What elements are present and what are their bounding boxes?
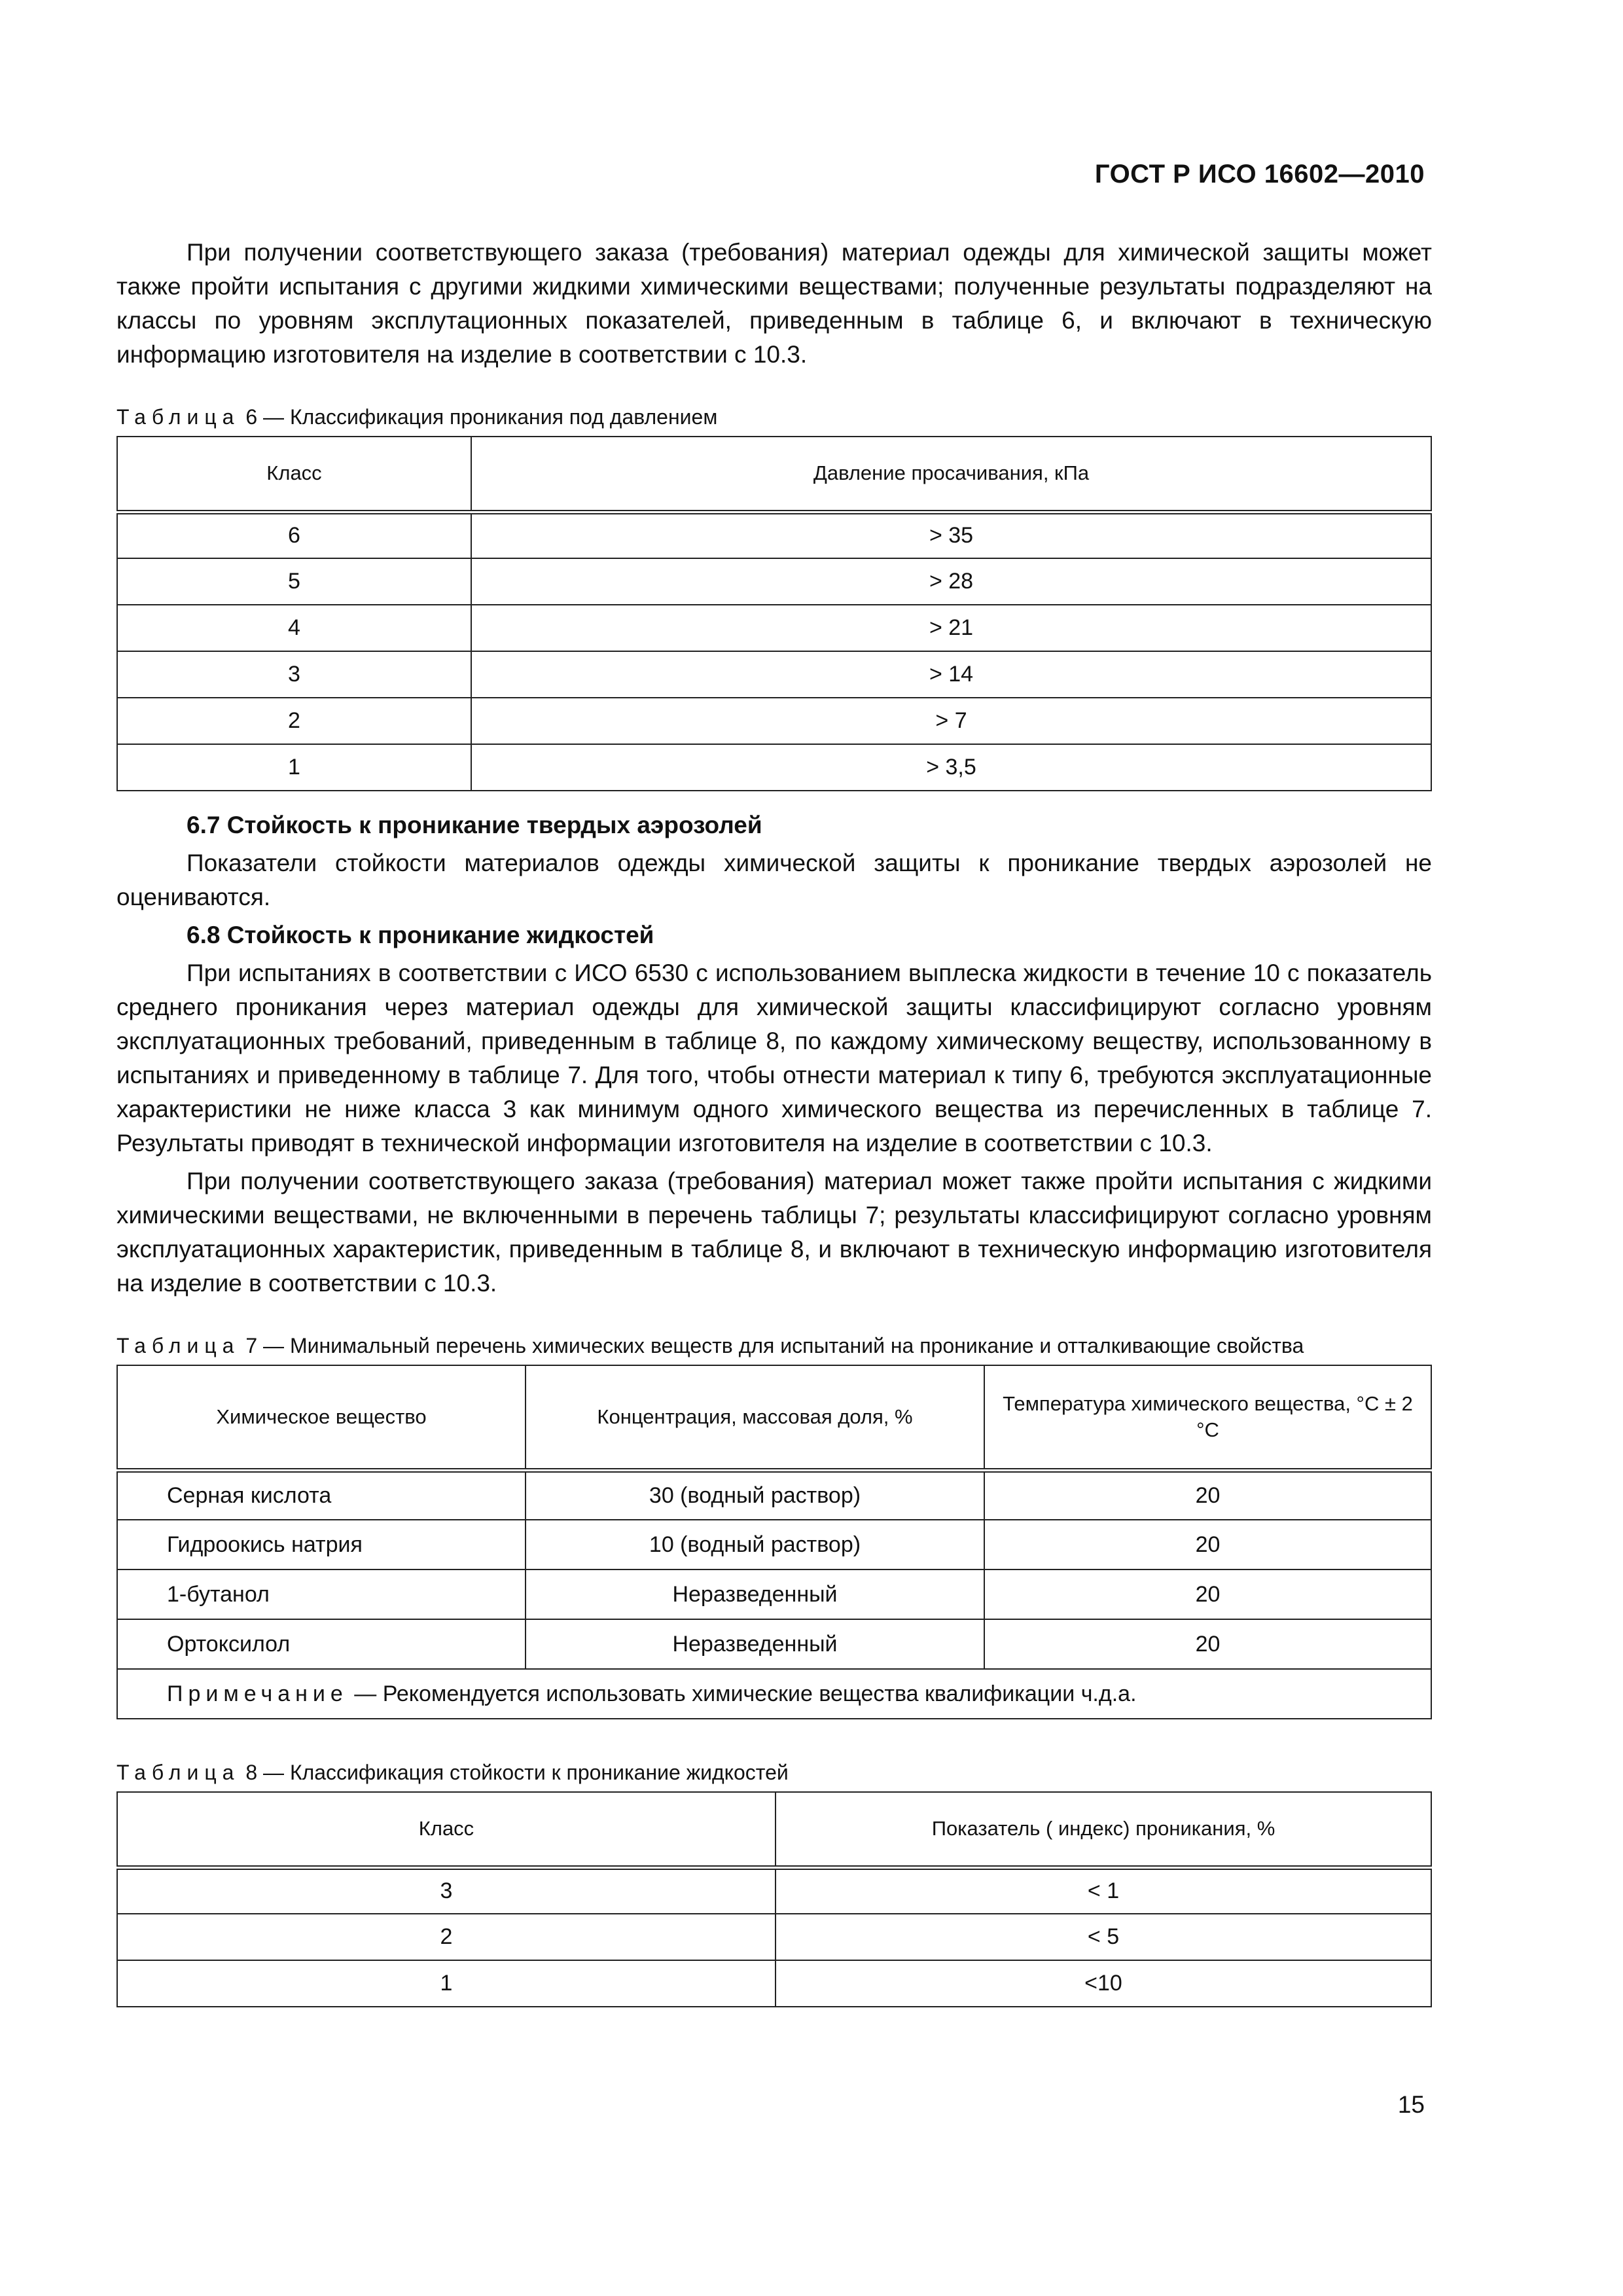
table7-header-concentration: Концентрация, массовая доля, % [526, 1365, 984, 1470]
table7-temperature-cell: 20 [984, 1520, 1431, 1570]
table6-pressure-cell: > 7 [471, 698, 1431, 744]
table7-label: Таблица [116, 1334, 240, 1357]
section-6-8-paragraph-2: При получении соответствующего заказа (требования) материал может также пройти испытания с жидкими химическими веществами, не включенными в перечень таблицы 7; результаты классифицируют согласно уровням эксплуатационных характеристик, приведенным в таблице 8, и включают в техническую информацию изготовителя на изделие в соответствии с 10.3. [116, 1168, 1432, 1297]
table-row [117, 1867, 1431, 1914]
table8-class-cell: 1 [117, 1960, 776, 2007]
table6-header-pressure: Давление просачивания, кПа [471, 437, 1431, 512]
table-row [117, 651, 1431, 698]
table6-class-cell: 4 [117, 605, 471, 651]
table-row [117, 1914, 1431, 1960]
table-row [117, 1570, 1431, 1619]
table8-label: Таблица [116, 1761, 240, 1784]
table6-pressure-cell: > 35 [471, 512, 1431, 558]
table7-substance-cell: Ортоксилол [117, 1619, 526, 1669]
table7-temperature-cell: 20 [984, 1570, 1431, 1619]
table6-pressure-cell: > 28 [471, 558, 1431, 605]
table7-caption [116, 1332, 1432, 1359]
table-row [117, 698, 1431, 744]
document-code: ГОСТ Р ИСО 16602—2010 [1094, 160, 1425, 188]
table8-class-cell: 2 [117, 1914, 776, 1960]
table6-pressure-cell: > 21 [471, 605, 1431, 651]
table8-index-cell: < 1 [776, 1867, 1431, 1914]
table7-note-text: — Рекомендуется использовать химические вещества квалификации ч.д.а. [354, 1681, 1137, 1706]
table7-concentration-cell: 30 (водный раствор) [526, 1470, 984, 1520]
table-row [117, 1619, 1431, 1669]
section-6-7-paragraph: Показатели стойкости материалов одежды химической защиты к проникание твердых аэрозолей не оцениваются. [116, 850, 1432, 910]
table8-header-row [117, 1792, 1431, 1867]
table7-temperature-cell: 20 [984, 1619, 1431, 1669]
section-6-8-title: 6.8 Стойкость к проникание жидкостей [187, 922, 654, 948]
table-row [117, 1520, 1431, 1570]
table6-class-cell: 6 [117, 512, 471, 558]
table7-temperature-cell: 20 [984, 1470, 1431, 1520]
table6-header-row [117, 437, 1431, 512]
table6-class-cell: 2 [117, 698, 471, 744]
intro-paragraph: При получении соответствующего заказа (требования) материал одежды для химической защиты может также пройти испытания с другими жидкими химическими веществами; полученные результаты подразделяют на классы по уровням эксплутационных показателей, приведенным в таблице 6, и включают в техническую информацию изготовителя на изделие в соответствии с 10.3. [116, 239, 1432, 368]
table-row [117, 512, 1431, 558]
table-6 [116, 436, 1432, 791]
table6-label: Таблица [116, 405, 240, 429]
table7-header-row [117, 1365, 1431, 1470]
table7-concentration-cell: 10 (водный раствор) [526, 1520, 984, 1570]
table7-substance-cell: 1-бутанол [117, 1570, 526, 1619]
table-row [117, 558, 1431, 605]
table7-header-temperature: Температура химического вещества, °С ± 2 °С [984, 1365, 1431, 1470]
table8-header-index: Показатель ( индекс) проникания, % [776, 1792, 1431, 1867]
table8-index-cell: < 5 [776, 1914, 1431, 1960]
table-row [117, 605, 1431, 651]
table8-index-cell: <10 [776, 1960, 1431, 2007]
table8-caption-text: 8 — Классификация стойкости к проникание жидкостей [245, 1761, 789, 1784]
table6-class-cell: 3 [117, 651, 471, 698]
section-6-8-paragraph-1: При испытаниях в соответствии с ИСО 6530 с использованием выплеска жидкости в течение 10 с показатель среднего проникания через материал одежды для химической защиты классифицируют согласно уровням эксплуатационных требований, приведенным в таблице 8, по каждому химическому веществу, использованному в испытаниях и приведенному в таблице 7. Для того, чтобы отнести материал к типу 6, требуются эксплуатационные характеристики не ниже класса 3 как минимум одного химического вещества из перечисленных в таблице 7. Результаты приводят в технической информации изготовителя на изделие в соответствии с 10.3. [116, 960, 1432, 1157]
table7-note [117, 1669, 1431, 1719]
table-8 [116, 1791, 1432, 2007]
table7-concentration-cell: Неразведенный [526, 1619, 984, 1669]
table8-header-class: Класс [117, 1792, 776, 1867]
table7-concentration-cell: Неразведенный [526, 1570, 984, 1619]
section-6-7-title: 6.7 Стойкость к проникание твердых аэрозолей [187, 812, 762, 838]
table-row [117, 1960, 1431, 2007]
table6-header-class: Класс [117, 437, 471, 512]
table-row [117, 1470, 1431, 1520]
table6-caption [116, 403, 1432, 431]
table-7 [116, 1365, 1432, 1719]
table7-substance-cell: Гидроокись натрия [117, 1520, 526, 1570]
table8-class-cell: 3 [117, 1867, 776, 1914]
table7-substance-cell: Серная кислота [117, 1470, 526, 1520]
table6-caption-text: 6 — Классификация проникания под давлением [245, 405, 718, 429]
table7-note-label: Примечание [167, 1681, 348, 1706]
table-row [117, 744, 1431, 791]
table6-class-cell: 1 [117, 744, 471, 791]
table6-pressure-cell: > 3,5 [471, 744, 1431, 791]
table8-caption [116, 1759, 1432, 1786]
page-content [116, 236, 1432, 2007]
page-number: 15 [1397, 2091, 1425, 2118]
table7-caption-text: 7 — Минимальный перечень химических веществ для испытаний на проникание и отталкивающие свойства [245, 1334, 1304, 1357]
table6-class-cell: 5 [117, 558, 471, 605]
table7-note-row [117, 1669, 1431, 1719]
table6-pressure-cell: > 14 [471, 651, 1431, 698]
table7-header-substance: Химическое вещество [117, 1365, 526, 1470]
